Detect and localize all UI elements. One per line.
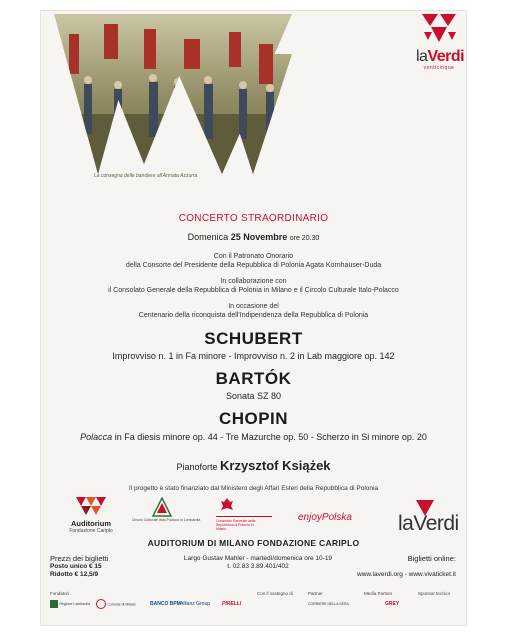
- consolato-text: Consolato Generale della Repubblica di Polonia in Milano: [216, 519, 256, 531]
- hall-name: AUDITORIUM DI MILANO FONDAZIONE CARIPLO: [147, 538, 360, 548]
- address-line-1: Largo Gustav Mahler - martedì/domenica ore 10-19: [183, 555, 333, 562]
- composer-bartok: BARTÓK: [215, 369, 292, 388]
- circolo-logo: [132, 497, 204, 539]
- info-line-1: Con il Patronato Onorario: [213, 253, 294, 260]
- triangle-photo-collage: [54, 14, 292, 174]
- info-line-5: In occasione del: [228, 303, 279, 310]
- signature-logo: enjoyPolska: [298, 512, 352, 523]
- online-links[interactable]: www.laverdi.org - www.vivaticket.it: [357, 571, 456, 578]
- event-date: [41, 232, 466, 242]
- address-line-2: t. 02.83 3.89.401/402: [227, 563, 289, 570]
- info-line-4: il Consolato Generale della Repubblica di Polonia in Milano e il Circolo Culturale Italo-Polacco: [108, 287, 399, 294]
- regione-icon: [50, 600, 58, 608]
- sponsor-grey: GREY: [385, 601, 400, 607]
- pianist: [41, 458, 466, 473]
- logo-la: la: [416, 48, 428, 65]
- address-block: [168, 555, 348, 571]
- works-chopin-italic: Polacca: [80, 432, 113, 442]
- laverdi-25-icon: [422, 14, 456, 44]
- event-time: ore 20.30: [289, 235, 320, 242]
- footer-media: Media Partner: [364, 591, 393, 596]
- polish-eagle-icon: [220, 497, 234, 513]
- logo-verdi: Verdi: [427, 48, 465, 65]
- works-chopin-rest: in Fa diesis minore op. 44 - Tre Mazurche op. 50 - Scherzo in Si minore op. 20: [112, 432, 427, 442]
- sponsor-regione-label: Regione Lombardia: [59, 602, 90, 606]
- laverdi-logo-bottom: [398, 500, 458, 542]
- laverdi-bottom-text: laVerdi: [398, 512, 459, 535]
- sponsor-corriere: CORRIERE DELLA SERA: [308, 602, 349, 606]
- sponsor-allianz: Allianz Group: [180, 601, 211, 607]
- footer-sostegno: Con il sostegno di: [257, 591, 293, 596]
- footer-partner: Partner: [308, 591, 323, 596]
- auditorium-name: Auditorium: [71, 519, 111, 528]
- posto-unico: Posto unico € 15: [50, 563, 102, 570]
- info-line-6: Centenario della riconquista dell'Indipendenza della Repubblica di Polonia: [138, 312, 369, 319]
- auditorium-sub: Fondazione Cariplo: [69, 528, 113, 534]
- works-chopin: [41, 432, 466, 442]
- online-block: [340, 555, 456, 579]
- footer-fondatori: Fondatori: [50, 591, 70, 596]
- composer-schubert: SCHUBERT: [204, 329, 303, 348]
- logo-sub: venticinque: [423, 65, 455, 71]
- event-title: CONCERTO STRAORDINARIO: [178, 213, 329, 224]
- date-bold: 25 Novembre: [230, 232, 288, 242]
- funding-note: Il progetto è stato finanziato dal Ministero degli Affari Esteri della Repubblica di Polonia: [128, 485, 379, 492]
- circolo-icon: [152, 497, 172, 517]
- sponsor-bancobpm: BANCO BPM: [150, 601, 181, 607]
- sponsor-comune-label: Comune di Milano: [107, 602, 136, 607]
- laverdi-venticinque-logo: [416, 14, 465, 72]
- prices-heading: Prezzi dei biglietti: [50, 554, 109, 563]
- pianist-role: Pianoforte: [176, 462, 218, 472]
- composer-chopin: CHOPIN: [218, 409, 289, 428]
- sponsor-regione: [50, 599, 90, 609]
- photo-caption: La consegna delle bandiere all'Armata Azzurra: [94, 173, 198, 179]
- info-line-2: della Consorte del Presidente della Repubblica di Polonia Agata Kornhauser-Duda: [125, 262, 382, 269]
- works-schubert: Improvviso n. 1 in Fa minore - Improvviso n. 2 in Lab maggiore op. 142: [112, 351, 395, 361]
- comune-icon: [96, 599, 106, 609]
- auditorium-logo: [56, 497, 126, 539]
- pianist-name: Krzysztof Książek: [220, 458, 331, 473]
- consolato-logo: [216, 497, 276, 539]
- sponsor-pirelli: PIRELLI: [222, 601, 242, 607]
- circolo-text: Circolo Culturale Italo-Polacco in Lombardia: [132, 518, 201, 522]
- online-heading: Biglietti online:: [407, 554, 456, 563]
- footer-sponsor: Sponsor tecnico: [418, 591, 451, 596]
- sponsor-comune: [96, 599, 136, 609]
- consolato-divider: [216, 516, 272, 517]
- works-bartok: Sonata SZ 80: [225, 391, 282, 401]
- info-line-3: In collaborazione con: [220, 278, 287, 285]
- ridotto: Ridotto € 12,5/9: [50, 571, 99, 578]
- auditorium-icon: [76, 497, 106, 515]
- date-prefix: Domenica: [187, 232, 229, 242]
- ticket-prices: [50, 555, 108, 579]
